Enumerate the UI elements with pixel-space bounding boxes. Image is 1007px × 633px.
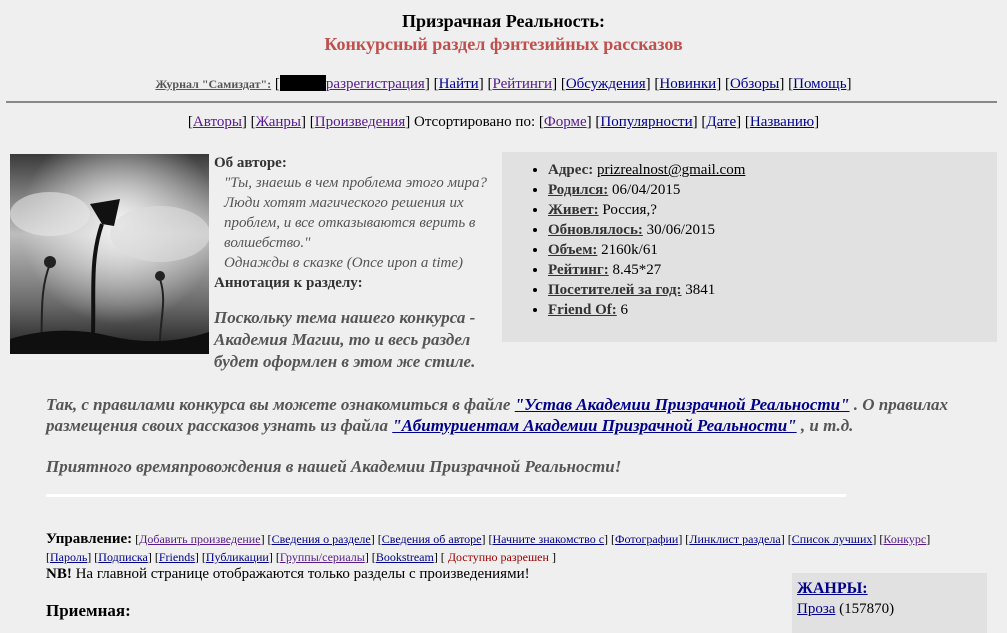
sort-name[interactable]: Названию bbox=[749, 114, 815, 130]
genre-prose-link[interactable]: Проза bbox=[797, 601, 836, 617]
nav-help[interactable]: Помощь bbox=[793, 76, 847, 92]
info-born: • Родился: 06/04/2015 bbox=[548, 180, 997, 200]
mgmt-subscription[interactable]: Подписка bbox=[98, 550, 148, 564]
mgmt-linklist[interactable]: Линклист раздела bbox=[689, 532, 781, 546]
info-visitors: • Посетителей за год: 3841 bbox=[548, 280, 997, 300]
mgmt-add-work[interactable]: Добавить произведение bbox=[139, 532, 261, 546]
nav-unregister[interactable]: разрегистрация bbox=[325, 76, 425, 92]
rules-paragraph: Так, с правилами конкурса вы можете ознакомиться в файле "Устав Академии Призрачной Реальности" . О правилах размещения своих рассказов узнать из файла "Абитуриентам Академии Призрачной Реальности" , и т.д. bbox=[46, 395, 949, 435]
genre-prose-count: (157870) bbox=[835, 601, 895, 617]
mgmt-best-list[interactable]: Список лучших bbox=[791, 532, 873, 546]
author-info-box bbox=[502, 152, 997, 342]
mgmt-friends[interactable]: Friends bbox=[158, 550, 195, 564]
applicants-link[interactable]: "Абитуриентам Академии Призрачной Реальности" bbox=[392, 416, 797, 435]
info-friend: • Friend Of: 6 bbox=[548, 300, 997, 320]
mgmt-section-info[interactable]: Сведения о разделе bbox=[271, 532, 371, 546]
nav-new[interactable]: Новинки bbox=[659, 76, 717, 92]
sort-navigation: [Авторы] [Жанры] [Произведения] Отсортировано по: [Форме] [Популярности] [Дате] [Названию] bbox=[187, 114, 820, 130]
mgmt-password[interactable]: Пароль bbox=[50, 550, 88, 564]
reception-heading: Приемная: bbox=[46, 601, 131, 620]
sort-date[interactable]: Дате bbox=[706, 114, 737, 130]
annotation-heading: Аннотация к разделу: bbox=[214, 275, 363, 291]
info-volume: • Объем: 2160k/61 bbox=[548, 240, 997, 260]
mgmt-bookstream[interactable]: Bookstream bbox=[375, 550, 434, 564]
middle-divider bbox=[46, 494, 846, 497]
nav-genres[interactable]: Жанры bbox=[255, 114, 301, 130]
top-divider bbox=[6, 101, 997, 103]
page-title: Призрачная Реальность: bbox=[402, 11, 605, 31]
mgmt-contest[interactable]: Конкурс bbox=[883, 532, 927, 546]
info-lives: • Живет: Россия,? bbox=[548, 200, 997, 220]
annotation-text: Поскольку тема нашего конкурса - Академия Магии, то и весь раздел будет оформлен в этом же стиле. bbox=[214, 308, 476, 371]
sort-popularity[interactable]: Популярности bbox=[600, 114, 693, 130]
info-updated: • Обновлялось: 30/06/2015 bbox=[548, 220, 997, 240]
management-label: Управление: bbox=[46, 531, 133, 547]
about-author bbox=[214, 153, 504, 373]
info-list bbox=[502, 160, 997, 320]
about-heading: Об авторе: bbox=[214, 155, 287, 171]
about-quote-source: Однажды в сказке (Once upon a time) bbox=[224, 255, 463, 271]
nav-works[interactable]: Произведения bbox=[314, 114, 406, 130]
email-link[interactable]: prizrealnost@gmail.com bbox=[597, 162, 746, 178]
journal-link[interactable]: Журнал "Самиздат": bbox=[155, 77, 272, 91]
genres-box bbox=[792, 573, 987, 633]
sorted-by-label: Отсортировано по: bbox=[413, 114, 536, 130]
sort-form[interactable]: Форме bbox=[543, 114, 587, 130]
nav-discussions[interactable]: Обсуждения bbox=[565, 76, 646, 92]
mgmt-groups[interactable]: Группы/сериалы bbox=[279, 550, 365, 564]
mgmt-author-info[interactable]: Сведения об авторе bbox=[381, 532, 482, 546]
charter-link[interactable]: "Устав Академии Призрачной Реальности" bbox=[514, 395, 850, 414]
redacted-block bbox=[280, 75, 326, 91]
mgmt-start-with[interactable]: Начните знакомство с bbox=[492, 532, 605, 546]
top-navigation: Журнал "Самиздат": [ разрегистрация] [Найти] [Рейтинги] [Обсуждения] [Новинки] [Обзоры] [Помощь] bbox=[155, 76, 852, 92]
greeting-text: Приятного времяпровождения в нашей Академии Призрачной Реальности! bbox=[46, 457, 622, 476]
info-address: • Адрес: prizrealnost@gmail.com bbox=[548, 160, 997, 180]
management-panel: Управление: [Добавить произведение] [Сведения о разделе] [Сведения об авторе] [Начните знакомство с] [Фотографии] [Линклист раздела] [Список лучших] [Конкурс] [Пароль] [Подписка] [Friends] [Публикации] [Группы/сериалы] [Bookstream] [ Доступно разрешен ] bbox=[46, 531, 931, 564]
mgmt-photos[interactable]: Фотографии bbox=[615, 532, 679, 546]
author-photo[interactable] bbox=[10, 154, 209, 354]
nb-notice: NB! На главной странице отображаются только разделы с произведениями! bbox=[46, 566, 530, 582]
page-subtitle: Конкурсный раздел фэнтезийных рассказов bbox=[324, 34, 683, 54]
nav-find[interactable]: Найти bbox=[438, 76, 479, 92]
info-rating: • Рейтинг: 8.45*27 bbox=[548, 260, 997, 280]
nav-ratings[interactable]: Рейтинги bbox=[492, 76, 553, 92]
mgmt-publications[interactable]: Публикации bbox=[205, 550, 269, 564]
genres-heading-link[interactable]: ЖАНРЫ: bbox=[797, 580, 868, 597]
nav-authors[interactable]: Авторы bbox=[192, 114, 242, 130]
nav-reviews[interactable]: Обзоры bbox=[729, 76, 780, 92]
about-quote: "Ты, знаешь в чем проблема этого мира? Люди хотят магического решения их проблем, и все отказываются верить в волшебство." bbox=[224, 175, 488, 251]
access-status: Доступно разрешен bbox=[447, 550, 549, 564]
